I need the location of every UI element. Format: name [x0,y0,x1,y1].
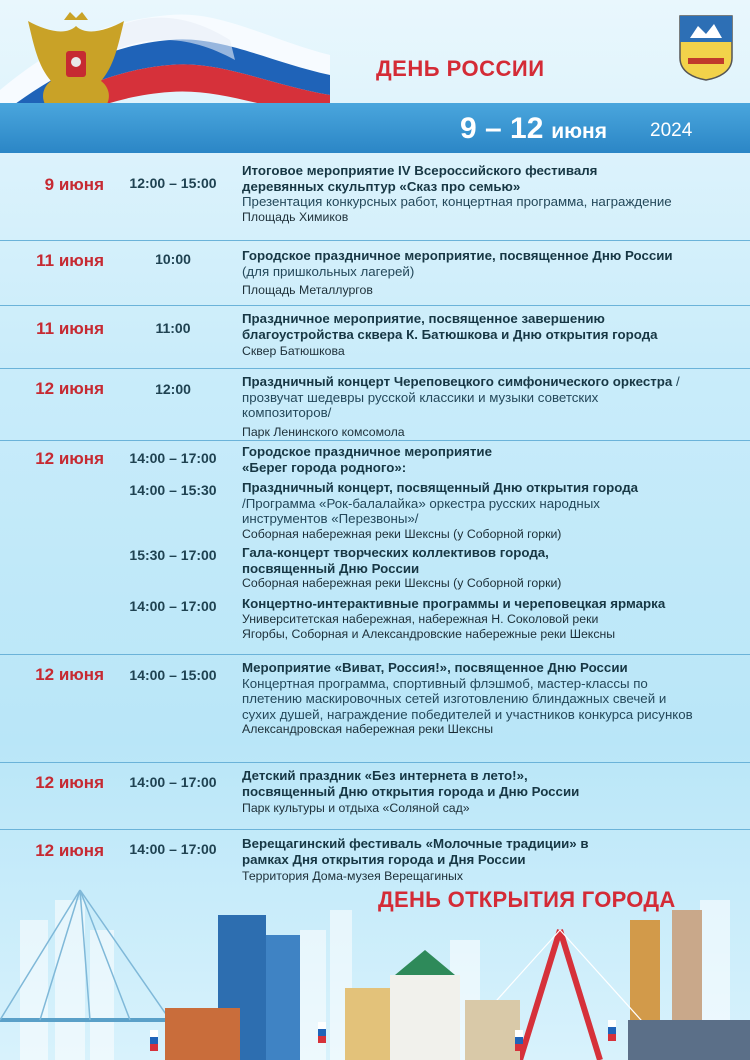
event-place: Парк Ленинского комсомола [242,424,405,439]
event-description [242,480,722,542]
event-note: /Программа «Рок-балалайка» оркестра русских народных инструментов «Перезвоны»/ [242,495,600,526]
event-title: Праздничное мероприятие, посвященное завершению благоустройства сквера К. Батюшкова и Дню открытия города [242,311,658,342]
event-row [0,241,750,306]
event-place: Соборная набережная реки Шексны (у Соборной горки) [242,576,562,590]
date-month: июня [551,120,607,143]
event-title: Итоговое мероприятие IV Всероссийского фестиваля деревянных скульптур «Сказ про семью» [242,163,598,194]
event-note: /прозвучат шедевры русской классики и музыки советских композиторов/ [242,374,680,420]
event-day: 12 июня [35,379,104,398]
footer-title: ДЕНЬ ОТКРЫТИЯ ГОРОДА [378,887,676,912]
date-range [460,112,607,146]
event-place: Университетская набережная, набережная Н. Соколовой реки Ягорбы, Соборная и Александровские набережные реки Шексны [242,611,616,641]
event-row [0,441,750,655]
event-title: Праздничный концерт, посвященный Дню открытия города [242,480,639,495]
event-day: 9 июня [44,175,104,194]
event-place: Площадь Металлургов [242,283,373,297]
event-day: 11 июня [36,251,104,270]
event-note: Концертная программа, спортивный флэшмоб, мастер-классы по плетению маскировочных сетей изготовлению блиндажных свечей и сухих душей, награждение победителей и участников конкурса рисунков [242,675,693,722]
event-time: 14:00 – 17:00 [129,598,217,614]
events-table [0,153,750,890]
event-row [0,153,750,241]
event-place: Александровская набережная реки Шексны [242,722,494,736]
event-time: 14:00 – 15:30 [129,482,217,498]
event-description [242,444,722,475]
event-title: Городское праздничное мероприятие, посвященное Дню России [242,248,673,263]
event-title: Мероприятие «Виват, Россия!», посвященное Дню России [242,660,628,675]
event-description [242,163,722,225]
event-row [0,655,750,763]
event-time: 14:00 – 17:00 [129,774,217,790]
date-days: 9 – 12 [460,112,544,145]
event-row [0,763,750,830]
event-day: 12 июня [35,449,104,468]
page-title: ДЕНЬ РОССИИ [376,56,545,81]
event-time: 10:00 [155,251,191,267]
event-time: 14:00 – 17:00 [129,841,217,857]
event-description [242,248,722,299]
event-title: Концертно-интерактивные программы и череповецкая ярмарка [242,596,666,611]
event-description [242,374,682,440]
event-place: Территория Дома-музея Верещагиных [242,869,463,883]
event-title: Городское праздничное мероприятие «Берег города родного»: [242,444,492,475]
date-year: 2024 [650,120,693,141]
event-time: 12:00 – 15:00 [129,175,217,191]
event-description [242,836,722,885]
event-day: 12 июня [35,773,104,792]
event-time: 14:00 – 17:00 [129,450,217,466]
event-row [0,369,750,441]
event-description [242,311,722,360]
event-description [242,660,702,738]
event-place: Соборная набережная реки Шексны (у Соборной горки) [242,526,562,541]
event-day: 11 июня [36,319,104,338]
event-time: 11:00 [155,320,191,336]
event-time: 15:30 – 17:00 [129,547,217,563]
event-place: Площадь Химиков [242,209,349,224]
event-note: Презентация конкурсных работ, концертная программа, награждение [242,194,672,209]
city-coat-of-arms-icon [678,14,734,82]
event-title: Гала-концерт творческих коллективов города, посвященный Дню России [242,545,549,576]
event-time: 14:00 – 15:00 [129,667,217,683]
event-title: Верещагинский фестиваль «Молочные традиции» в рамках Дня открытия города и Дня России [242,836,589,867]
event-title: Праздничный концерт Череповецкого симфонического оркестра [242,374,673,389]
event-day: 12 июня [35,841,104,860]
event-description [242,545,722,592]
event-description [242,596,666,643]
event-description [242,768,722,817]
event-place: Сквер Батюшкова [242,344,345,358]
date-band [0,103,750,153]
event-time: 12:00 [155,381,191,397]
event-place: Парк культуры и отдыха «Соляной сад» [242,801,470,815]
event-row [0,306,750,369]
event-title: Детский праздник «Без интернета в лето!», посвященный Дню открытия города и Дню России [242,768,580,799]
event-day: 12 июня [35,665,104,684]
event-note: (для пришкольных лагерей) [242,263,415,279]
